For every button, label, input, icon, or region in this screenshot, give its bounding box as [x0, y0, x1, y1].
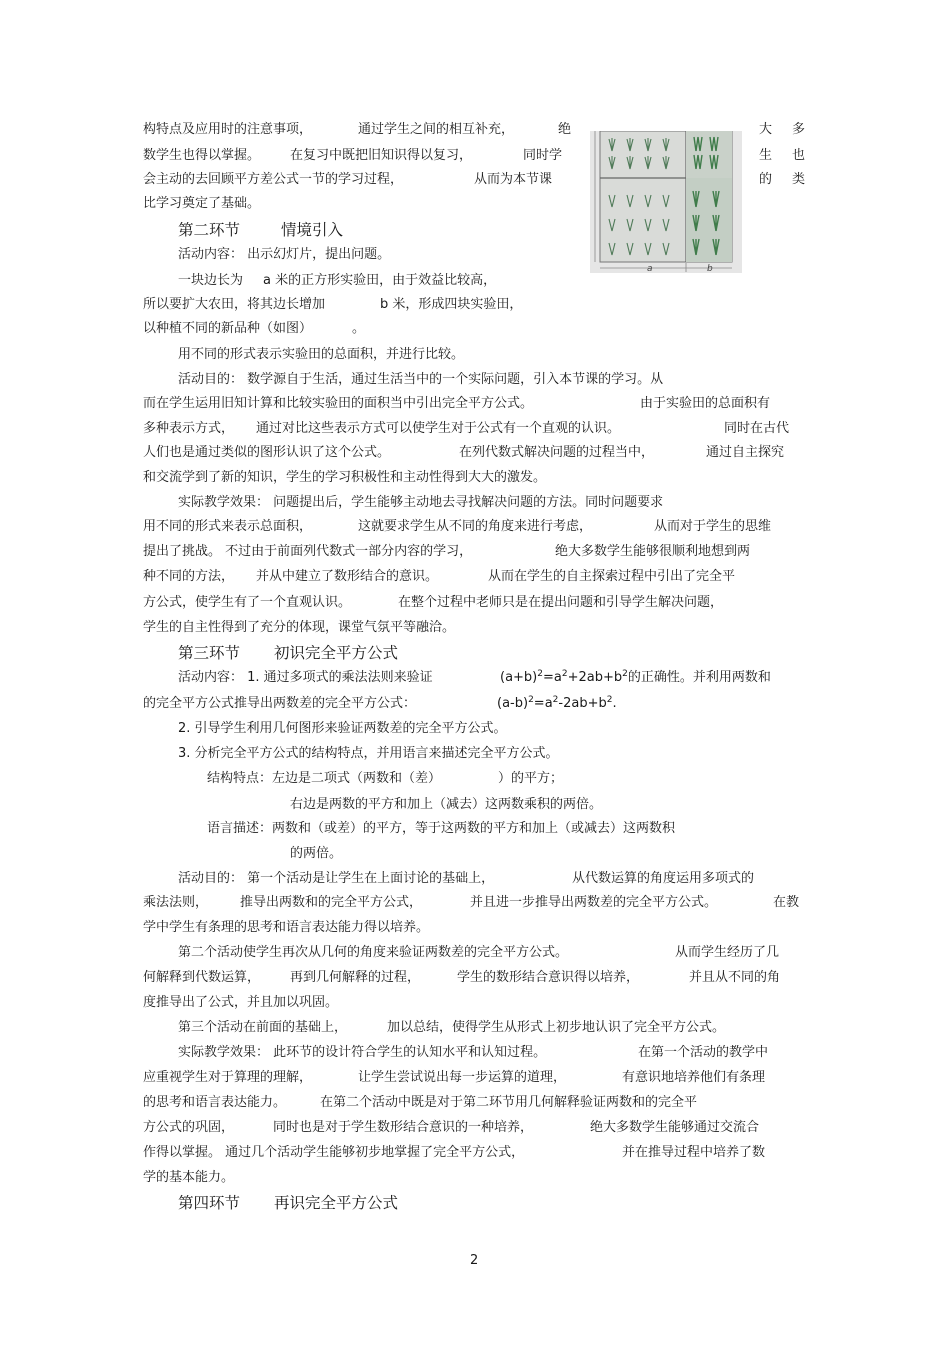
text: ）的平方； [498, 771, 564, 786]
text: 数学生也得以掌握。 [143, 148, 261, 163]
text: 绝 [558, 122, 572, 137]
text: 加以总结，使得学生从形式上初步地认识了完全平方公式。 [387, 1020, 726, 1035]
text: 方公式的巩固， [143, 1120, 235, 1135]
text: 并且从不同的角 [689, 970, 781, 985]
text: 人们也是通过类似的图形认识了这个公式。 [143, 445, 391, 460]
text-line: 3. 分析完全平方公式的结构特点，并用语言来描述完全平方公式。 [178, 746, 559, 761]
text: 也 [792, 148, 806, 163]
text-line: 比学习奠定了基础。 [143, 196, 261, 211]
text-line: 学中学生有条理的思考和语言表达能力得以培养。 [143, 920, 430, 935]
text: 第三个活动在前面的基础上， [178, 1020, 348, 1035]
text: 在第一个活动的教学中 [638, 1045, 769, 1060]
text: 有意识地培养他们有条理 [622, 1070, 766, 1085]
text: 活动目的： 第一个活动是让学生在上面讨论的基础上， [178, 871, 495, 886]
heading-text: 第二环节 [178, 221, 241, 239]
text: 让学生尝试说出每一步运算的道理， [358, 1070, 567, 1085]
heading-text: 初识完全平方公式 [274, 644, 399, 662]
text: 通过对比这些表示方式可以使学生对于公式有一个直观的认识。 [256, 421, 621, 436]
text-line: 活动目的： 数学源自于生活，通过生活当中的一个实际问题，引入本节课的学习。从 [178, 372, 664, 387]
text: 通过自主探究 [706, 445, 785, 460]
text: 同时也是对于学生数形结合意识的一种培养， [273, 1120, 534, 1135]
text: 由于实验田的总面积有 [640, 396, 771, 411]
text: 从而学生经历了几 [675, 945, 780, 960]
text: 用不同的形式来表示总面积， [143, 519, 313, 534]
text: 同时学 [523, 148, 563, 163]
text-line: 右边是两数的平方和加上（减去）这两数乘积的两倍。 [290, 797, 603, 812]
text-line: 2. 引导学生利用几何图形来验证两数差的完全平方公式。 [178, 721, 507, 736]
text: 再到几何解释的过程， [290, 970, 421, 985]
text: 乘法法则， [143, 895, 209, 910]
text: 提出了挑战。 不过由于前面列代数式一部分内容的学习， [143, 544, 473, 559]
text: 作得以掌握。 通过几个活动学生能够初步地掌握了完全平方公式， [143, 1145, 525, 1160]
text: 并在推导过程中培养了数 [622, 1145, 766, 1160]
text: 大 [759, 122, 773, 137]
text: 活动内容： 1. 通过多项式的乘法法则来验证 [178, 670, 433, 685]
text-line: 度推导出了公式，并且加以巩固。 [143, 995, 339, 1010]
text: 这就要求学生从不同的角度来进行考虑， [358, 519, 593, 534]
page-number: 2 [470, 1253, 479, 1268]
text: 从而对于学生的思维 [654, 519, 772, 534]
text: 会主动的去回顾平方差公式一节的学习过程， [143, 172, 404, 187]
text: 在整个过程中老师只是在提出问题和引导学生解决问题， [398, 595, 724, 610]
text: 多 [792, 122, 806, 137]
text: 从而为本节课 [474, 172, 553, 187]
text: 通过学生之间的相互补充， [358, 122, 515, 137]
text-line: 学生的自主性得到了充分的体现，课堂气氛平等融洽。 [143, 620, 456, 635]
heading-text: 再识完全平方公式 [274, 1194, 399, 1212]
text: 在教 [773, 895, 800, 910]
text: 在列代数式解决问题的过程当中， [459, 445, 655, 460]
text: 并且进一步推导出两数差的完全平方公式。 [470, 895, 718, 910]
text: 所以要扩大农田，将其边长增加 [143, 297, 326, 312]
text: 以种植不同的新品种（如图） [143, 321, 313, 336]
text-line: 语言描述：两数和（或差）的平方，等于这两数的平方和加上（或减去）这两数积 [207, 821, 676, 836]
text: 构特点及应用时的注意事项， [143, 122, 313, 137]
figure-label-a: a [647, 264, 653, 273]
text-line: 学的基本能力。 [143, 1170, 235, 1185]
text: a 米的正方形实验田，由于效益比较高， [263, 273, 497, 288]
text: b 米，形成四块实验田， [380, 297, 523, 312]
heading-text: 情境引入 [281, 221, 344, 239]
text: 学生的数形结合意识得以培养， [457, 970, 640, 985]
text: 从代数运算的角度运用多项式的 [572, 871, 755, 886]
heading-text: 第四环节 [178, 1194, 241, 1212]
text: 绝大多数学生能够通过交流合 [590, 1120, 760, 1135]
text-line: 用不同的形式表示实验田的总面积，并进行比较。 [178, 347, 465, 362]
text: 在复习中既把旧知识得以复习， [290, 148, 473, 163]
text: 推导出两数和的完全平方公式， [240, 895, 423, 910]
heading-text: 第三环节 [178, 644, 241, 662]
text-line: 实际教学效果： 问题提出后，学生能够主动地去寻找解决问题的方法。同时问题要求 [178, 495, 664, 510]
text: 同时在古代 [724, 421, 790, 436]
text: 从而在学生的自主探索过程中引出了完全平 [488, 569, 736, 584]
text: 种不同的方法， [143, 569, 235, 584]
figure-label-b: b [707, 264, 713, 273]
text: 的思考和语言表达能力。 [143, 1095, 287, 1110]
text-line: 和交流学到了新的知识，学生的学习积极性和主动性得到大大的激发。 [143, 470, 547, 485]
text: 生 [759, 148, 773, 163]
text: 实际教学效果： 此环节的设计符合学生的认知水平和认知过程。 [178, 1045, 547, 1060]
text: 绝大多数学生能够很顺利地想到两 [555, 544, 751, 559]
text: 在第二个活动中既是对于第二环节用几何解释验证两数和的完全平 [320, 1095, 698, 1110]
formula-1: $(a+b)^2=a^2+2ab+b^2$的正确性。并利用两数和 [500, 669, 771, 685]
text: 应重视学生对于算理的理解， [143, 1070, 313, 1085]
text-line: 的两倍。 [290, 846, 343, 861]
text: 类 [792, 172, 806, 187]
text: 一块边长为 [178, 273, 244, 288]
text: 的 [759, 172, 773, 187]
text: 并从中建立了数形结合的意识。 [256, 569, 439, 584]
text-line: 活动内容： 出示幻灯片，提出问题。 [178, 247, 391, 262]
field-figure [590, 131, 742, 277]
text: 的完全平方公式推导出两数差的完全平方公式： [143, 696, 417, 711]
text: 方公式，使学生有了一个直观认识。 [143, 595, 352, 610]
formula-2: $(a-b)^2=a^2-2ab+b^2$. [497, 695, 617, 711]
text: 而在学生运用旧知计算和比较实验田的面积当中引出完全平方公式。 [143, 396, 534, 411]
text: 多种表示方式， [143, 421, 235, 436]
text: 。 [352, 321, 366, 336]
text: 第二个活动使学生再次从几何的角度来验证两数差的完全平方公式。 [178, 945, 569, 960]
text: 何解释到代数运算， [143, 970, 261, 985]
text: 结构特点：左边是二项式（两数和（差） [207, 771, 442, 786]
